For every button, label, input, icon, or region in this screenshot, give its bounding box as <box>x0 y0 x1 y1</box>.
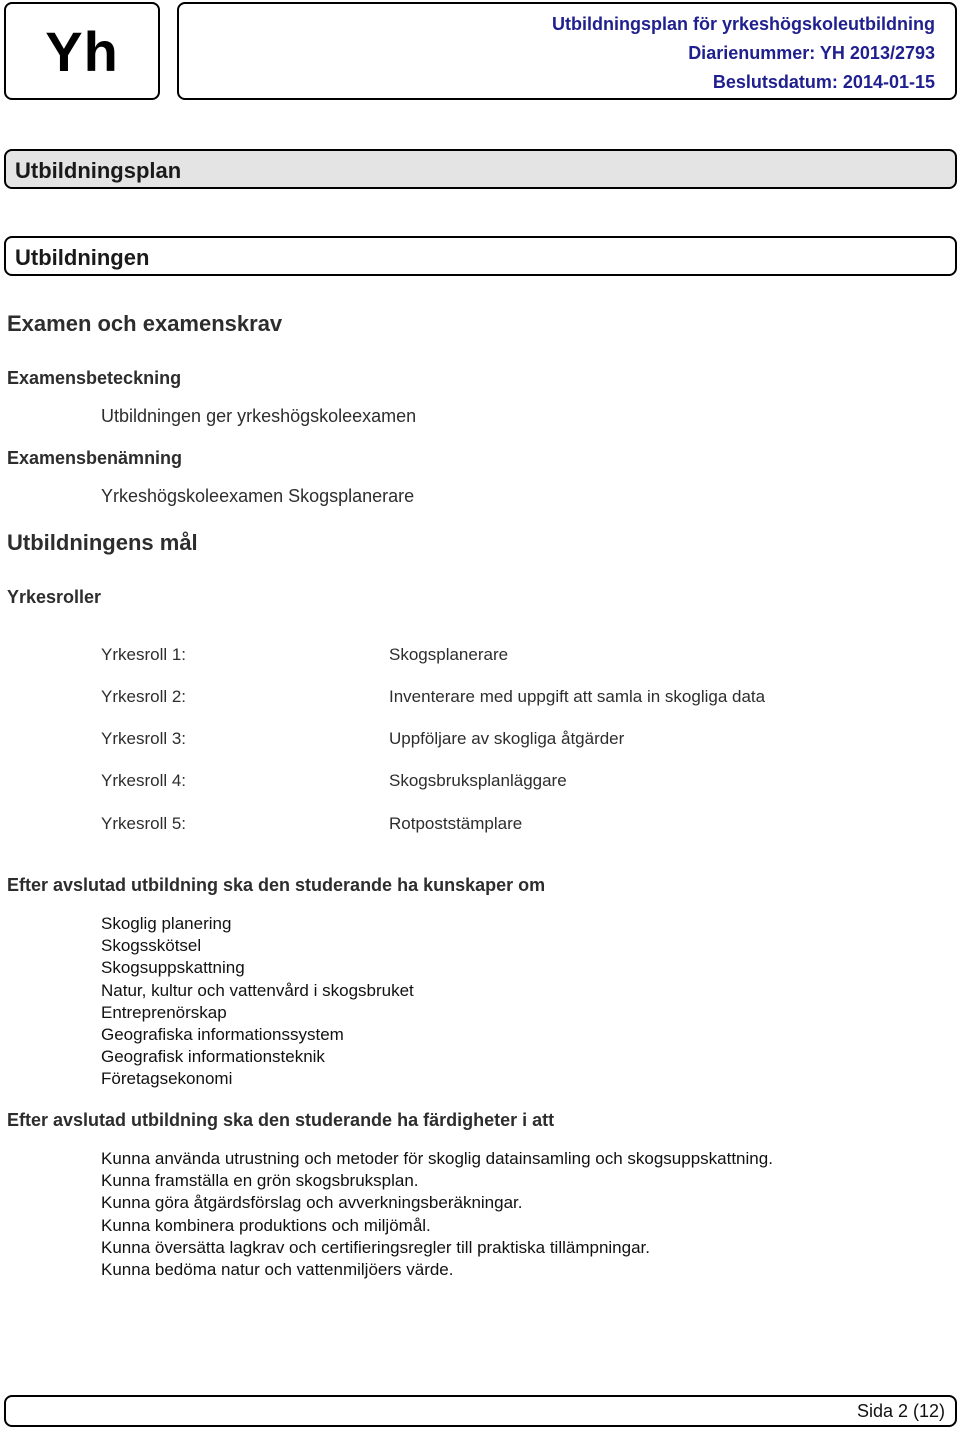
section-bar-utbildningen <box>4 236 957 276</box>
list-item: Företagsekonomi <box>101 1069 233 1089</box>
page-footer <box>4 1395 957 1427</box>
list-item: Skoglig planering <box>101 914 232 933</box>
list-item: Kunna framställa en grön skogsbruksplan. <box>101 1171 419 1191</box>
list-item: Kunna göra åtgärdsförslag och avverkningsberäkningar. <box>101 1193 523 1213</box>
section-title-utbildningsplan: Utbildningsplan <box>15 158 182 183</box>
role-value-4: Skogsbruksplanläggare <box>389 771 567 790</box>
header-title: Utbildningsplan för yrkeshögskoleutbildning <box>551 14 935 34</box>
list-item: Skogsskötsel <box>101 936 202 956</box>
list-item: Kunna bedöma natur och vattenmiljöers värde. <box>101 1260 454 1280</box>
role-label-3: Yrkesroll 3: <box>101 729 187 748</box>
role-value-5: Rotpoststämplare <box>389 814 523 833</box>
list-item: Natur, kultur och vattenvård i skogsbruket <box>101 980 414 1000</box>
section-bar-utbildningsplan <box>4 149 957 189</box>
list-item: Geografisk informationsteknik <box>101 1047 325 1067</box>
role-label-1: Yrkesroll 1: <box>101 645 187 664</box>
list-item: Kunna använda utrustning och metoder för skoglig datainsamling och skogsuppskattning. <box>101 1149 773 1168</box>
goals-heading: Utbildningens mål <box>7 530 198 555</box>
list-item: Kunna översätta lagkrav och certifieringsregler till praktiska tillämpningar. <box>101 1237 650 1257</box>
role-value-1: Skogsplanerare <box>389 645 509 664</box>
knowledge-heading: Efter avslutad utbildning ska den studerande ha kunskaper om <box>7 875 546 895</box>
examensbeteckning-label: Examensbeteckning <box>7 368 182 388</box>
role-label-2: Yrkesroll 2: <box>101 687 187 706</box>
list-item: Skogsuppskattning <box>101 958 245 978</box>
role-label-5: Yrkesroll 5: <box>101 814 187 833</box>
header-beslutsdatum: Beslutsdatum: 2014-01-15 <box>712 72 935 92</box>
role-value-3: Uppföljare av skogliga åtgärder <box>389 729 625 748</box>
page-number: Sida 2 (12) <box>856 1401 945 1421</box>
skills-heading: Efter avslutad utbildning ska den studerande ha färdigheter i att <box>7 1110 555 1130</box>
yrkesroller-heading: Yrkesroller <box>7 587 102 607</box>
role-value-2: Inventerare med uppgift att samla in skogliga data <box>389 687 766 706</box>
skills-list <box>101 1148 773 1281</box>
exam-heading: Examen och examenskrav <box>7 311 283 336</box>
section-title-utbildningen: Utbildningen <box>15 245 150 270</box>
examensbeteckning-value: Utbildningen ger yrkeshögskoleexamen <box>101 406 417 426</box>
header-diarienummer: Diarienummer: YH 2013/2793 <box>688 43 935 63</box>
list-item: Geografiska informationssystem <box>101 1025 344 1045</box>
examensbenamning-value: Yrkeshögskoleexamen Skogsplanerare <box>101 486 415 506</box>
list-item: Kunna kombinera produktions och miljömål. <box>101 1215 431 1235</box>
document-header <box>177 2 957 100</box>
knowledge-list <box>101 913 414 1091</box>
role-label-4: Yrkesroll 4: <box>101 771 187 790</box>
list-item: Entreprenörskap <box>101 1002 227 1022</box>
examensbenamning-label: Examensbenämning <box>7 448 183 468</box>
logo-box <box>4 2 160 100</box>
yh-logo: Yh <box>45 19 119 83</box>
